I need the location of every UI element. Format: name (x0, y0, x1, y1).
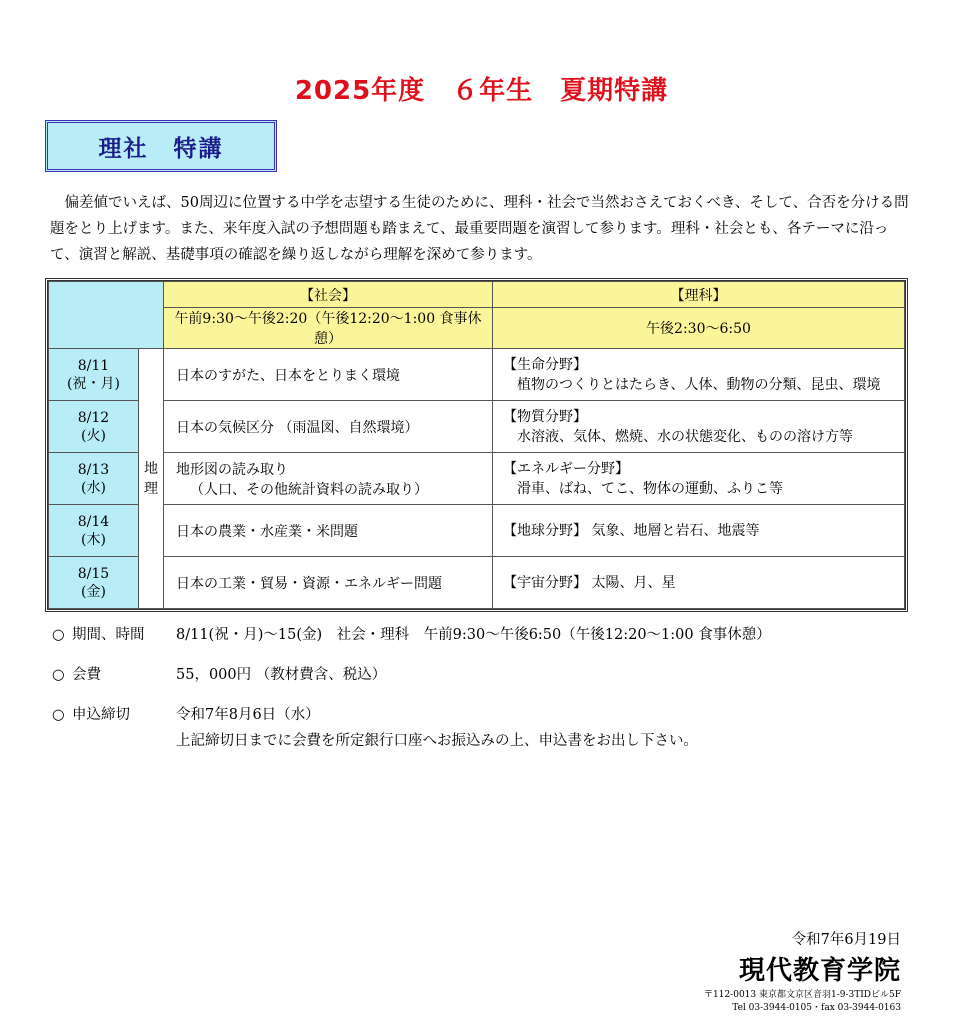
table-row (49, 401, 905, 453)
period-label: 期間、時間 (72, 627, 145, 643)
issue-date: 令和7年6月19日 (791, 932, 901, 948)
info-deadline (52, 704, 320, 726)
info-period (52, 624, 771, 646)
fee-label: 会費 (72, 667, 101, 683)
school-address: 〒112-0013 東京都文京区音羽1-9-3TIDビル5F (704, 990, 901, 1000)
school-contact: Tel 03-3944-0105・fax 03-3944-0163 (732, 1003, 901, 1013)
shakai-time: 午前9:30～午後2:20（午後12:20～1:00 食事休憩） (164, 308, 493, 349)
rika-cell: 【生命分野】 植物のつくりとはたらき、人体、動物の分類、昆虫、環境 (493, 349, 905, 401)
table-row (49, 453, 905, 505)
table-row (49, 557, 905, 609)
shakai-cell: 日本のすがた、日本をとりまく環境 (164, 349, 493, 401)
date-cell: 8/12 (火) (49, 401, 139, 453)
rika-cell: 【物質分野】 水溶液、気体、燃焼、水の状態変化、ものの溶け方等 (493, 401, 905, 453)
circle-mark-icon: ○ (52, 667, 65, 683)
period-value: 8/11(祝・月)～15(金) 社会・理科 午前9:30～午後6:50（午後12:20～1:00 食事休憩） (176, 627, 771, 643)
page-title: 2025年度 ６年生 夏期特講 (294, 76, 669, 106)
geo-label: 地 理 (144, 460, 158, 497)
rika-cell: 【宇宙分野】 太陽、月、星 (493, 557, 905, 609)
shakai-header: 【社会】 (164, 282, 493, 308)
date-cell: 8/14 (木) (49, 505, 139, 557)
circle-mark-icon: ○ (52, 707, 65, 723)
rika-header: 【理科】 (493, 282, 905, 308)
shakai-cell: 日本の気候区分 （雨温図、自然環境） (164, 401, 493, 453)
date-cell: 8/13 (水) (49, 453, 139, 505)
table-corner (49, 282, 164, 349)
rika-time: 午後2:30～6:50 (493, 308, 905, 349)
date-cell: 8/15 (金) (49, 557, 139, 609)
geo-label-cell (139, 349, 164, 609)
table-row (49, 505, 905, 557)
section-title-box (45, 120, 277, 172)
shakai-cell: 地形図の読み取り （人口、その他統計資料の読み取り） (164, 453, 493, 505)
fee-value: 55，000円 （教材費含、税込） (176, 667, 387, 683)
rika-cell: 【エネルギー分野】 滑車、ばね、てこ、物体の運動、ふりこ等 (493, 453, 905, 505)
circle-mark-icon: ○ (52, 627, 65, 643)
school-name: 現代教育学院 (738, 956, 901, 986)
shakai-cell: 日本の工業・貿易・資源・エネルギー問題 (164, 557, 493, 609)
info-fee (52, 664, 386, 686)
deadline-label: 申込締切 (72, 707, 130, 723)
deadline-note: 上記締切日までに会費を所定銀行口座へお振込みの上、申込書をお出し下さい。 (176, 733, 698, 749)
date-cell: 8/11 (祝・月) (49, 349, 139, 401)
deadline-value: 令和7年8月6日（水） (176, 707, 320, 723)
section-title: 理社 特講 (98, 135, 224, 162)
table-row (49, 349, 905, 401)
intro-paragraph: 偏差値でいえば、50周辺に位置する中学を志望する生徒のために、理科・社会で当然おさえておくべき、そして、合否を分ける問題をとり上げます。また、来年度入試の予想問題も踏まえて、最重要問題を演習して参ります。理科・社会とも、各テーマに沿って、演習と解説、基礎事項の確認を繰り返しながら理解を深めて参ります。 (50, 195, 909, 263)
shakai-cell: 日本の農業・水産業・米問題 (164, 505, 493, 557)
rika-cell: 【地球分野】 気象、地層と岩石、地震等 (493, 505, 905, 557)
schedule-table (45, 278, 908, 612)
